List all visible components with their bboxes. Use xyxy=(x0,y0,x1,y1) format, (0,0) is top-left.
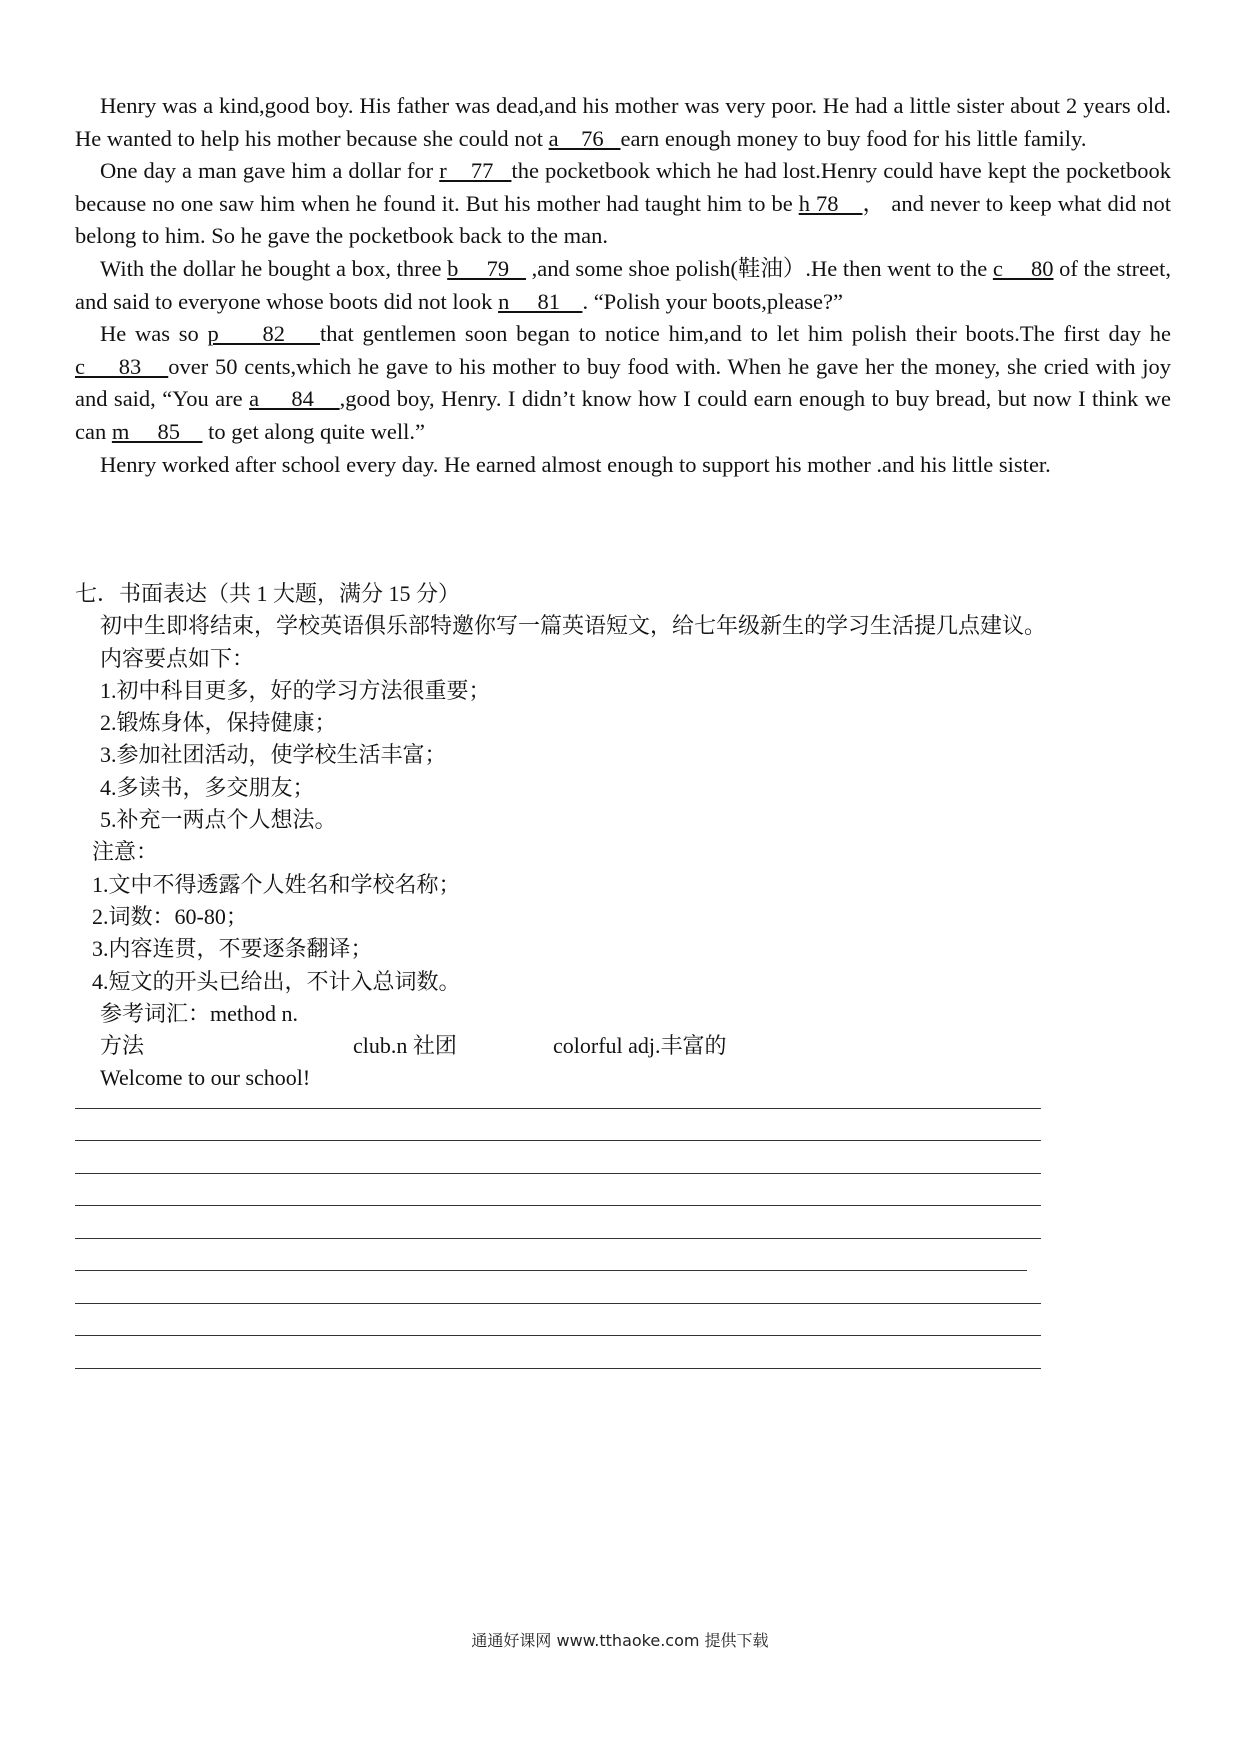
footer-watermark: 通通好课网 www.tthaoke.com 提供下载 xyxy=(471,1631,769,1650)
writing-line[interactable] xyxy=(75,1109,1041,1142)
blank-79[interactable]: b 79 xyxy=(447,255,526,281)
blank-81[interactable]: n 81 xyxy=(498,288,583,314)
blank-78[interactable]: h 78 xyxy=(798,190,863,216)
task-intro: 初中生即将结束，学校英语俱乐部特邀你写一篇英语短文，给七年级新生的学习生活提几点建议。 xyxy=(100,613,1047,639)
text: earn enough money to buy food for his little family. xyxy=(620,125,1087,151)
paragraph-3 xyxy=(75,253,1171,318)
text: One day a man gave him a dollar for xyxy=(100,158,440,184)
text: Henry was a kind,good boy. His father was dead,and his mother was very poor. He had a little sister about 2 years old. He wanted to help his mother because she could not xyxy=(75,93,1171,151)
text: of the street, and said to everyone whose boots did not look xyxy=(75,255,1171,314)
blank-80[interactable]: c 80 xyxy=(992,255,1054,281)
note-item: 4.短文的开头已给出，不计入总词数。 xyxy=(92,968,461,994)
text: ,and some shoe polish(鞋油）.He then went to the xyxy=(525,255,993,281)
point-item: 5.补充一两点个人想法。 xyxy=(100,807,337,833)
point-item: 4.多读书，多交朋友； xyxy=(100,774,315,800)
point-item: 1.初中科目更多，好的学习方法很重要； xyxy=(100,677,491,703)
paragraph-2 xyxy=(75,155,1171,253)
blank-85[interactable]: m 85 xyxy=(111,418,203,444)
writing-line[interactable] xyxy=(75,1206,1041,1239)
text: ,good boy, Henry. I didn’t know how I could earn enough to buy bread, but now I think we can xyxy=(75,386,1171,444)
blank-76[interactable]: a 76 xyxy=(548,125,621,151)
writing-lines[interactable] xyxy=(75,1076,1041,1369)
section-heading: 七．书面表达（共 1 大题，满分 15 分） xyxy=(75,581,461,606)
text: to get along quite well.” xyxy=(202,418,425,444)
text: over 50 cents,which he gave to his mother to buy food with. When he gave her the money, she cried with joy and said, “You are xyxy=(75,353,1171,412)
essay-opening: Welcome to our school! xyxy=(100,1065,311,1091)
blank-82[interactable]: p 82 xyxy=(207,321,320,347)
writing-line[interactable] xyxy=(75,1174,1041,1207)
writing-line[interactable] xyxy=(75,1304,1041,1337)
writing-line[interactable] xyxy=(75,1141,1041,1174)
reading-passage xyxy=(75,90,1171,481)
text: the pocketbook which he had lost.Henry could have kept the pocketbook because no one saw him when he found it. But his mother had taught him to be xyxy=(75,158,1171,216)
writing-line[interactable] xyxy=(75,1336,1041,1369)
writing-line[interactable] xyxy=(75,1076,1041,1109)
vocab-method: 参考词汇：method n.方法 xyxy=(100,1000,298,1059)
paragraph-4 xyxy=(75,318,1171,448)
note-item: 3.内容连贯，不要逐条翻译； xyxy=(92,936,373,962)
text: He was so xyxy=(100,321,208,347)
vocab-colorful: colorful adj.丰富的 xyxy=(553,1033,727,1059)
writing-line[interactable] xyxy=(75,1239,1027,1272)
writing-line[interactable] xyxy=(75,1271,1041,1304)
point-item: 2.锻炼身体，保持健康； xyxy=(100,710,337,736)
note-item: 1.文中不得透露个人姓名和学校名称； xyxy=(92,871,461,897)
paragraph-1 xyxy=(75,90,1171,155)
point-item: 3.参加社团活动，使学校生活丰富； xyxy=(100,742,447,768)
blank-84[interactable]: a 84 xyxy=(249,386,340,412)
text: ， and never to keep what did not belong to him. So he gave the pocketbook back to the man. xyxy=(75,190,1171,249)
blank-83[interactable]: c 83 xyxy=(75,353,169,379)
reference-vocab xyxy=(75,998,1171,1063)
writing-section xyxy=(75,578,1171,1095)
text: . “Polish your boots,please?” xyxy=(582,288,844,314)
vocab-club: club.n 社团 xyxy=(353,1033,457,1059)
text: With the dollar he bought a box, three xyxy=(100,255,448,281)
paragraph-5: Henry worked after school every day. He earned almost enough to support his mother .and his little sister. xyxy=(100,451,1051,477)
blank-77[interactable]: r 77 xyxy=(439,158,512,184)
note-item: 2.词数：60-80； xyxy=(92,903,248,929)
notes-label: 注意： xyxy=(92,839,159,865)
text: that gentlemen soon began to notice him,and to let him polish their boots.The first day he xyxy=(319,321,1172,347)
points-label: 内容要点如下： xyxy=(100,645,255,671)
